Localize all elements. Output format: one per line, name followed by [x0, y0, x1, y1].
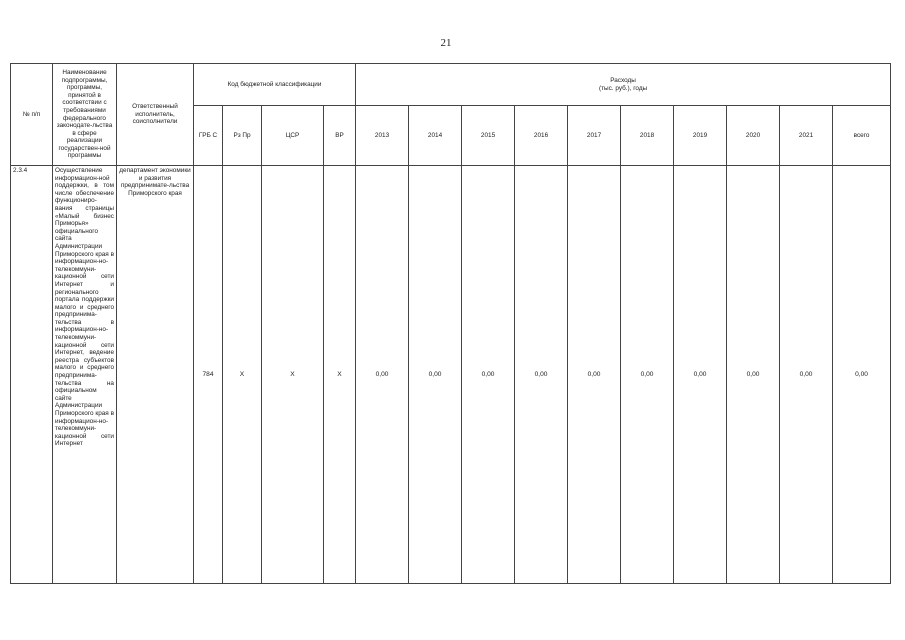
header-year-2020: 2020 — [727, 106, 780, 166]
header-code-rzpr: Рз Пр — [223, 106, 262, 166]
header-year-2015: 2015 — [462, 106, 515, 166]
table-row — [11, 166, 891, 584]
row-value-2019: 0,00 — [674, 166, 727, 584]
header-total: всего — [833, 106, 891, 166]
header-expenses-title: Расходы — [610, 76, 636, 84]
header-year-2019: 2019 — [674, 106, 727, 166]
header-year-2013: 2013 — [356, 106, 409, 166]
row-executor: департамент экономики и развития предпринимате-льства Приморского края — [117, 166, 194, 584]
row-value-total: 0,00 — [833, 166, 891, 584]
row-value-2021: 0,00 — [780, 166, 833, 584]
header-code-csr: ЦСР — [262, 106, 324, 166]
header-name: Наименование подпрограммы, программы, принятой в соответствии с требованиями федерального законодате-льства в сфере реализации государствен-ной программы — [53, 64, 117, 166]
row-value-2018: 0,00 — [621, 166, 674, 584]
row-value-2017: 0,00 — [568, 166, 621, 584]
header-code-vr: ВР — [324, 106, 356, 166]
header-row-1 — [11, 64, 891, 106]
row-value-2013: 0,00 — [356, 166, 409, 584]
row-code-csr: Х — [262, 166, 324, 584]
row-name: Осуществление информацион-ной поддержки, в том числе обеспечение функциониро-вания страницы «Малый бизнес Приморья» официального сайта Администрации Приморского края в информацион-но-телекоммуни-кационной сети Интернет и регионального портала поддержки малого и среднего предпринима-тельства в информацион-но-телекоммуни-кационной сети Интернет, ведение реестра субъектов малого и среднего предпринима-тельства на официальном сайте Администрации Приморского края в информацион-но-телекоммуни-кационной сети Интернет — [53, 166, 117, 584]
row-value-2015: 0,00 — [462, 166, 515, 584]
row-code-grbs: 784 — [194, 166, 223, 584]
header-year-2018: 2018 — [621, 106, 674, 166]
header-expenses — [356, 64, 891, 106]
row-code-vr: Х — [324, 166, 356, 584]
header-number: № п/п — [11, 64, 53, 166]
header-code-grbs: ГРБ С — [194, 106, 223, 166]
row-value-2014: 0,00 — [409, 166, 462, 584]
header-year-2021: 2021 — [780, 106, 833, 166]
header-year-2017: 2017 — [568, 106, 621, 166]
row-value-2020: 0,00 — [727, 166, 780, 584]
row-code-rzpr: Х — [223, 166, 262, 584]
header-year-2014: 2014 — [409, 106, 462, 166]
header-budget-code: Код бюджетной классификации — [194, 64, 356, 106]
header-executor: Ответственный исполнитель, соисполнители — [117, 64, 194, 166]
page-number: 21 — [440, 37, 452, 49]
row-number: 2.3.4 — [11, 166, 53, 584]
budget-table — [10, 63, 891, 584]
header-year-2016: 2016 — [515, 106, 568, 166]
header-expenses-units: (тыс. руб.), годы — [598, 84, 648, 92]
row-value-2016: 0,00 — [515, 166, 568, 584]
